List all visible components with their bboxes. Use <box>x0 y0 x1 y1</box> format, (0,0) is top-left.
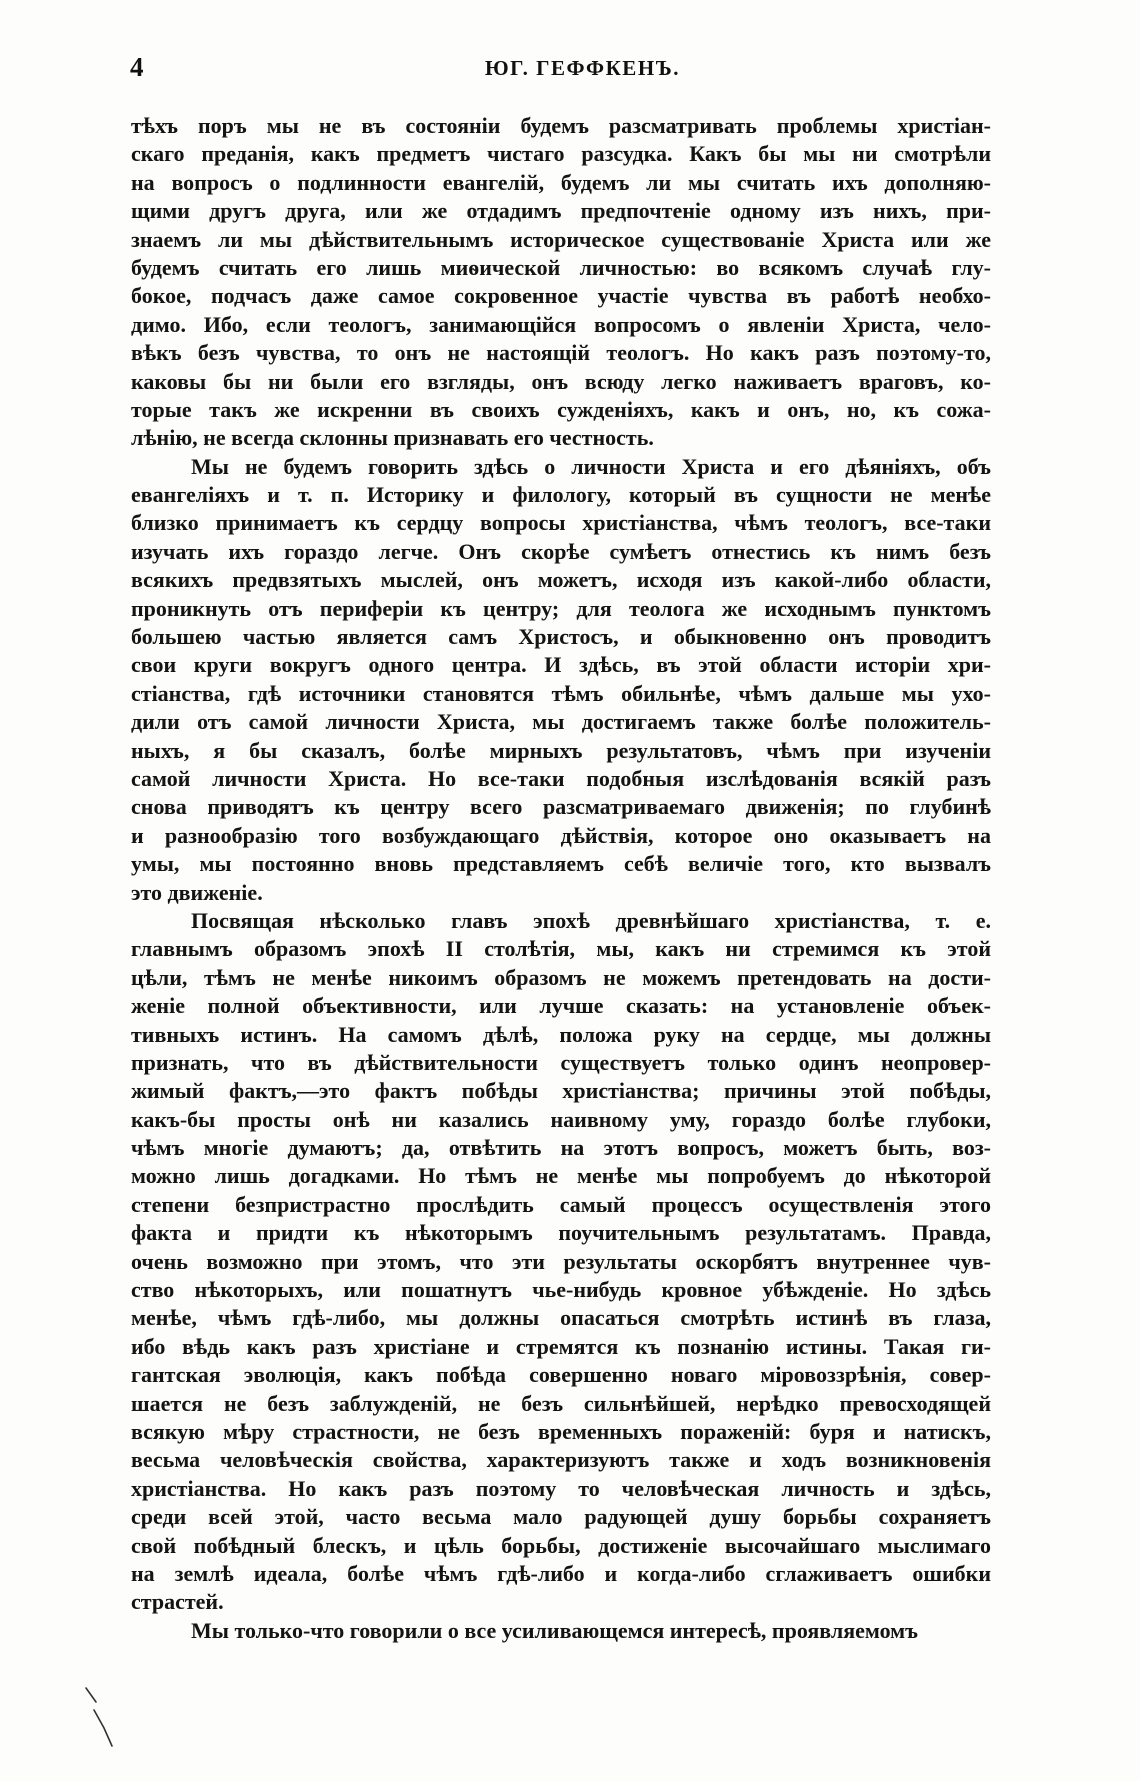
text-line: на землѣ идеала, болѣе чѣмъ гдѣ-либо и когда-либо сглаживаетъ ошибки <box>131 1560 991 1586</box>
paragraph <box>131 453 991 907</box>
text-line: щими другъ друга, или же отдадимъ предпочтеніе одному изъ нихъ, при- <box>131 198 991 224</box>
text-line: ныхъ, я бы сказалъ, болѣе мирныхъ результатовъ, чѣмъ при изученіи <box>131 737 991 763</box>
text-line: торые такъ же искренни въ своихъ сужденіяхъ, какъ и онъ, но, къ сожа- <box>131 396 991 422</box>
text-line: очень возможно при этомъ, что эти результаты оскорбятъ внутреннее чув- <box>131 1248 991 1274</box>
text-line: умы, мы постоянно вновь представляемъ себѣ величіе того, кто вызвалъ <box>131 851 991 877</box>
text-line: всякую мѣру страстности, не безъ временныхъ пораженій: буря и натискъ, <box>131 1418 991 1444</box>
text-line: большею частью является самъ Христосъ, и обыкновенно онъ проводитъ <box>131 624 991 650</box>
text-line: тѣхъ поръ мы не въ состояніи будемъ разсматривать проблемы христіан- <box>131 113 991 138</box>
scan-mark <box>82 1680 122 1760</box>
text-line: скаго преданія, какъ предметъ чистаго разсудка. Какъ бы мы ни смотрѣли <box>131 141 991 167</box>
page-header <box>130 52 990 86</box>
text-line: знаемъ ли мы дѣйствительнымъ историческое существованіе Христа или же <box>131 226 991 252</box>
paragraph <box>131 112 991 453</box>
text-line: Мы не будемъ говорить здѣсь о личности Христа и его дѣяніяхъ, объ <box>191 453 991 479</box>
text-line: каковы бы ни были его взгляды, онъ всюду легко наживаетъ враговъ, ко- <box>131 368 991 394</box>
text-line: и разнообразію того возбуждающаго дѣйствія, которое оно оказываетъ на <box>131 822 991 848</box>
text-line: степени безпристрастно прослѣдить самый процессъ осуществленія этого <box>131 1191 991 1217</box>
body-text <box>131 112 991 1645</box>
text-line: всякихъ предвзятыхъ мыслей, онъ можетъ, исходя изъ какой-либо области, <box>131 567 991 593</box>
text-line: можно лишь догадками. Но тѣмъ не менѣе мы попробуемъ до нѣкоторой <box>131 1163 991 1189</box>
text-line: шается не безъ заблужденій, не безъ сильнѣйшей, нерѣдко превосходящей <box>131 1390 991 1416</box>
text-line: свой побѣдный блескъ, и цѣль борьбы, достиженіе высочайшаго мыслимаго <box>131 1532 991 1558</box>
text-line: вѣкъ безъ чувства, то онъ не настоящій теологъ. Но какъ разъ поэтому-то, <box>131 340 991 366</box>
text-line: жимый фактъ,—это фактъ побѣды христіанства; причины этой побѣды, <box>131 1078 991 1104</box>
text-line: менѣе, чѣмъ гдѣ-либо, мы должны опасаться смотрѣть истинѣ въ глаза, <box>131 1305 991 1331</box>
paragraph <box>131 1617 991 1645</box>
text-line: какъ-бы просты онѣ ни казались наивному уму, гораздо болѣе глубоки, <box>131 1106 991 1132</box>
text-line: лѣнію, не всегда склонны признавать его честность. <box>131 425 654 451</box>
text-line: бокое, подчасъ даже самое сокровенное участіе чувства въ работѣ необхо- <box>131 283 991 309</box>
text-line: самой личности Христа. Но все-таки подобныя изслѣдованія всякій разъ <box>131 765 991 791</box>
text-line: женіе полной объективности, или лучше сказать: на установленіе объек- <box>131 993 991 1019</box>
text-line: ство нѣкоторыхъ, или пошатнутъ чье-нибудь кровное убѣжденіе. Но здѣсь <box>131 1277 991 1303</box>
text-line: на вопросъ о подлинности евангелій, будемъ ли мы считать ихъ дополняю- <box>131 169 991 195</box>
paragraph <box>131 907 991 1617</box>
text-line: близко принимаетъ къ сердцу вопросы христіанства, чѣмъ теологъ, все-таки <box>131 510 991 536</box>
page-number: 4 <box>130 52 144 82</box>
text-line: главнымъ образомъ эпохѣ II столѣтія, мы, какъ ни стремимся къ этой <box>131 936 991 962</box>
text-line: гантская эволюція, какъ побѣда совершенно новаго міровоззрѣнія, совер- <box>131 1362 991 1388</box>
text-line: христіанства. Но какъ разъ поэтому то человѣческая личность и здѣсь, <box>131 1475 991 1501</box>
text-line: евангеліяхъ и т. п. Историку и филологу, который въ сущности не менѣе <box>131 482 991 508</box>
text-line: Мы только-что говорили о все усиливающемся интересѣ, проявляемомъ <box>191 1617 918 1643</box>
text-line: признать, что въ дѣйствительности существуетъ только одинъ неопровер- <box>131 1049 991 1075</box>
text-line: цѣли, тѣмъ не менѣе никоимъ образомъ не можемъ претендовать на дости- <box>131 964 991 990</box>
text-line: ибо вѣдь какъ разъ христіане и стремятся къ познанію истины. Такая ги- <box>131 1333 991 1359</box>
text-line: весьма человѣческія свойства, характеризуютъ также и ходъ возникновенія <box>131 1447 991 1473</box>
text-line: будемъ считать его лишь миѳической личностью: во всякомъ случаѣ глу- <box>131 254 991 280</box>
text-line: Посвящая нѣсколько главъ эпохѣ древнѣйшаго христіанства, т. е. <box>191 907 991 933</box>
text-line: страстей. <box>131 1589 224 1615</box>
text-line: димо. Ибо, если теологъ, занимающійся вопросомъ о явленіи Христа, чело- <box>131 311 991 337</box>
text-line: дили отъ самой личности Христа, мы достигаемъ также болѣе положитель- <box>131 709 991 735</box>
text-line: проникнуть отъ периферіи къ центру; для теолога же исходнымъ пунктомъ <box>131 595 991 621</box>
running-head: ЮГ. ГЕФФКЕНЪ. <box>485 56 680 80</box>
text-line: изучать ихъ гораздо легче. Онъ скорѣе сумѣетъ отнестись къ нимъ безъ <box>131 538 991 564</box>
text-line: чѣмъ многіе думаютъ; да, отвѣтить на этотъ вопросъ, можетъ быть, воз- <box>131 1135 991 1161</box>
text-line: тивныхъ истинъ. На самомъ дѣлѣ, положа руку на сердце, мы должны <box>131 1021 991 1047</box>
text-line: стіанства, гдѣ источники становятся тѣмъ обильнѣе, чѣмъ дальше мы ухо- <box>131 680 991 706</box>
text-line: это движеніе. <box>131 879 263 905</box>
text-line: среди всей этой, часто весьма мало радующей душу борьбы сохраняетъ <box>131 1504 991 1530</box>
text-line: факта и придти къ нѣкоторымъ поучительнымъ результатамъ. Правда, <box>131 1220 991 1246</box>
text-line: свои круги вокругъ одного центра. И здѣсь, въ этой области исторіи хри- <box>131 652 991 678</box>
text-line: снова приводятъ къ центру всего разсматриваемаго движенія; по глубинѣ <box>131 794 991 820</box>
